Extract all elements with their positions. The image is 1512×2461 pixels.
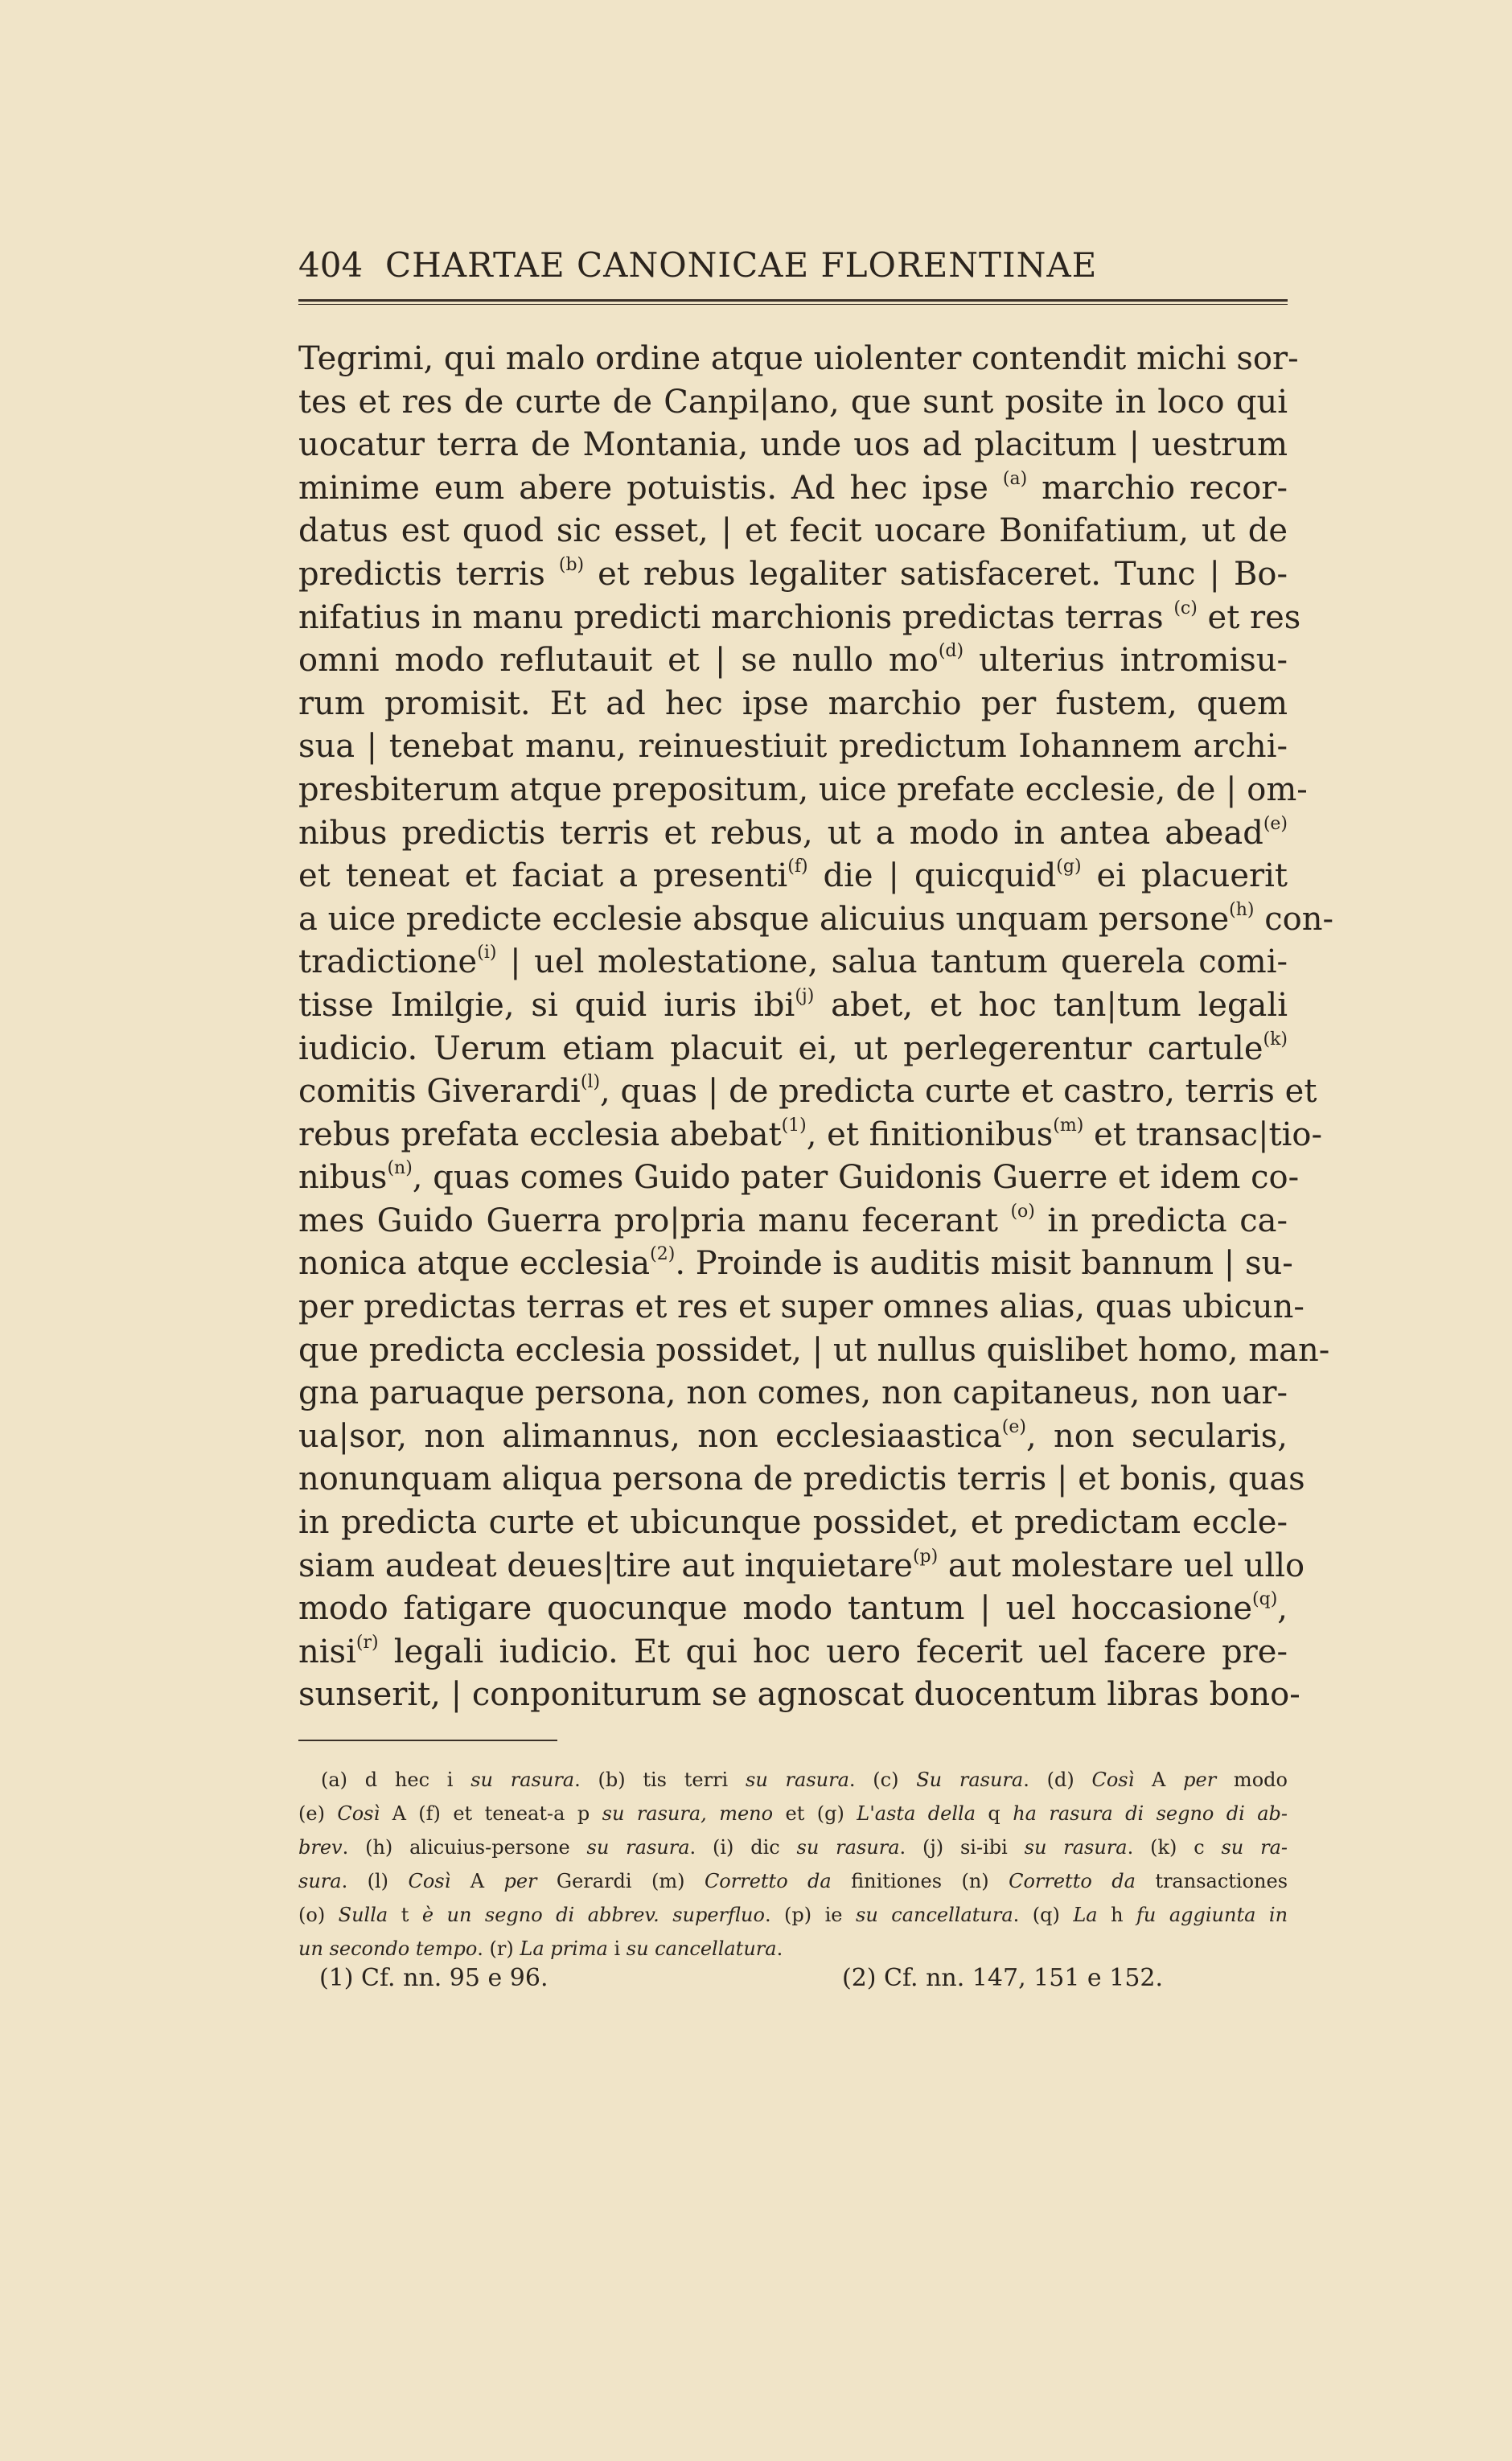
- text-line: tradictione$^{(i)}$ | uel molestatione, salua tantum querela comi-: [298, 943, 1288, 981]
- text-line: tisse Imilgie, si quid iuris ibi$^{(j)}$ abet, et hoc tan|tum legali: [298, 985, 1288, 1024]
- footnote-divider: [298, 1740, 557, 1741]
- critical-apparatus: [298, 1763, 1288, 1966]
- text-line: sunserit, | conponiturum se agnoscat duocentum libras bono-: [298, 1676, 1300, 1714]
- footnote-line: (o) Sulla t è un segno di abbrev. superfluo. (p) ie su cancellatura. (q) La h fu aggiunta in: [298, 1904, 1288, 1926]
- running-title: CHARTAE CANONICAE FLORENTINAE: [385, 245, 1098, 285]
- text-line: presbiterum atque prepositum, uice prefate ecclesie, de | om-: [298, 770, 1308, 808]
- reference-note-1: (1) Cf. nn. 95 e 96.: [319, 1964, 549, 1992]
- text-line: nibus predictis terris et rebus, ut a modo in antea abead$^{(e)}$: [298, 813, 1288, 852]
- text-line: ua|sor, non alimannus, non ecclesiaastica$^{(e)}$, non secularis,: [298, 1416, 1288, 1455]
- text-line: uocatur terra de Montania, unde uos ad placitum | uestrum: [298, 426, 1288, 464]
- text-line: nifatius in manu predicti marchionis predictas terras $^{(c)}$ et res: [298, 598, 1301, 636]
- page-number: 404: [298, 245, 364, 285]
- footnote-line: brev. (h) alicuius-persone su rasura. (i) dic su rasura. (j) si-ibi su rasura. (k) c su ra-: [298, 1836, 1288, 1859]
- text-line: in predicta curte et ubicunque possidet, et predictam eccle-: [298, 1504, 1288, 1542]
- text-line: predictis terris $^{(b)}$ et rebus legaliter satisfaceret. Tunc | Bo-: [298, 554, 1288, 593]
- text-line: nisi$^{(r)}$ legali iudicio. Et qui hoc uero fecerit uel facere pre-: [298, 1632, 1288, 1670]
- running-header: [298, 245, 1288, 294]
- text-line: tes et res de curte de Canpi|ano, que sunt posite in loco qui: [298, 383, 1288, 421]
- text-line: rum promisit. Et ad hec ipse marchio per fustem, quem: [298, 684, 1288, 722]
- text-line: modo fatigare quocunque modo tantum | uel hoccasione$^{(q)}$,: [298, 1589, 1288, 1628]
- footnote-line: (a) d hec i su rasura. (b) tis terri su rasura. (c) Su rasura. (d) Così A per modo: [321, 1769, 1288, 1791]
- text-line: nibus$^{(n)}$, quas comes Guido pater Guidonis Guerre et idem co-: [298, 1158, 1300, 1197]
- text-line: minime eum abere potuistis. Ad hec ipse $^{(a)}$ marchio recor-: [298, 468, 1288, 507]
- footnote-line: sura. (l) Così A per Gerardi (m) Corretto da finitiones (n) Corretto da transactiones: [298, 1870, 1288, 1892]
- text-line: rebus prefata ecclesia abebat$^{(1)}$, et finitionibus$^{(m)}$ et transac|tio-: [298, 1115, 1323, 1153]
- text-line: et teneat et faciat a presenti$^{(f)}$ die | quicquid$^{(g)}$ ei placuerit: [298, 857, 1288, 895]
- reference-note-2: (2) Cf. nn. 147, 151 e 152.: [842, 1964, 1164, 1992]
- text-line: que predicta ecclesia possidet, | ut nullus quislibet homo, man-: [298, 1331, 1330, 1369]
- text-line: mes Guido Guerra pro|pria manu fecerant $^{(o)}$ in predicta ca-: [298, 1201, 1288, 1239]
- text-line: per predictas terras et res et super omnes alias, quas ubicun-: [298, 1288, 1305, 1326]
- text-line: comitis Giverardi$^{(l)}$, quas | de predicta curte et castro, terris et: [298, 1072, 1317, 1111]
- header-rule: [298, 299, 1288, 302]
- text-line: siam audeat deues|tire aut inquietare$^{(p)}$ aut molestare uel ullo: [298, 1546, 1305, 1584]
- text-line: a uice predicte ecclesie absque alicuius unquam persone$^{(h)}$ con-: [298, 899, 1333, 938]
- text-line: nonunquam aliqua persona de predictis terris | et bonis, quas: [298, 1461, 1305, 1498]
- text-line: datus est quod sic esset, | et fecit uocare Bonifatium, ut de: [298, 512, 1288, 550]
- text-line: Tegrimi, qui malo ordine atque uiolenter contendit michi sor-: [298, 340, 1299, 377]
- text-line: gna paruaque persona, non comes, non capitaneus, non uar-: [298, 1374, 1288, 1412]
- header-rule-thin: [298, 304, 1288, 305]
- footnote-line: un secondo tempo. (r) La prima i su cancellatura.: [298, 1937, 783, 1960]
- text-line: omni modo reflutauit et | se nullo $mo^{(d)}$ ulterius intromisu-: [298, 641, 1288, 680]
- footnote-line: (e) Così A (f) et teneat-a p su rasura, meno et (g) L'asta della q ha rasura di segno di ab-: [298, 1802, 1288, 1825]
- text-line: iudicio. Uerum etiam placuit ei, ut perlegerentur cartule$^{(k)}$: [298, 1029, 1288, 1067]
- text-line: sua | tenebat manu, reinuestiuit predictum Iohannem archi-: [298, 728, 1288, 766]
- main-text: [298, 338, 1333, 1717]
- text-line: nonica atque ecclesia$^{(2)}$. Proinde is auditis misit bannum | su-: [298, 1244, 1293, 1283]
